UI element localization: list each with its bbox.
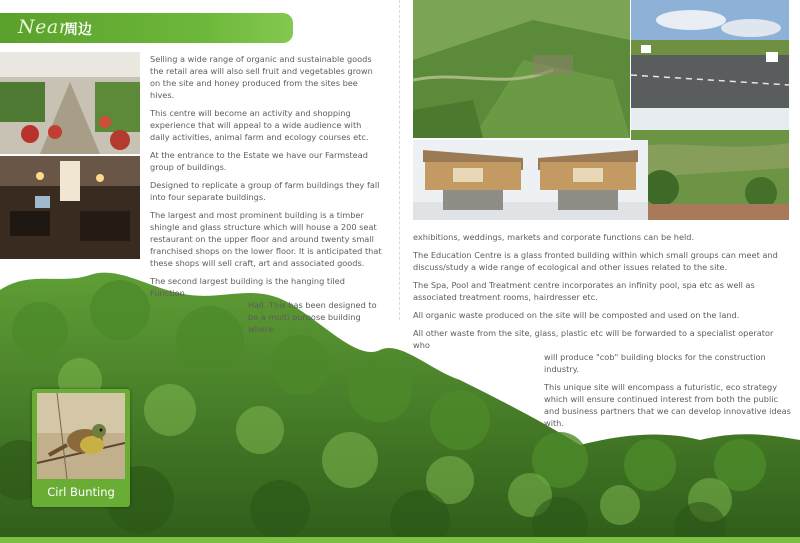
paragraph: exhibitions, weddings, markets and corporate functions can be held. bbox=[413, 232, 695, 242]
section-banner bbox=[0, 13, 293, 43]
paragraph: This centre will become an activity and shopping experience that will appeal to a wide audience with daily activities, animal farm and ecology courses etc. bbox=[150, 108, 369, 142]
paragraph: All other waste from the site, glass, plastic etc will be forwarded to a specialist operator who bbox=[413, 328, 774, 350]
paragraph: The Education Centre is a glass fronted building within which small groups can meet and discuss/study a wide range of ecological and other issues related to the site. bbox=[413, 250, 778, 272]
cirl-bunting-photo bbox=[37, 393, 125, 479]
banner-title-chinese: 周边 bbox=[64, 22, 92, 38]
paragraph: All organic waste produced on the site will be composted and used on the land. bbox=[413, 310, 740, 320]
paragraph: The largest and most prominent building is a timber shingle and glass structure which will house a 200 seat restaurant on the upper floor and around twenty small franchised shops on the lower floor. It is anticipated that these shops will sell craft, art and associated goods. bbox=[150, 210, 382, 268]
banner-title: Near bbox=[18, 16, 69, 38]
restaurant-interior-photo bbox=[0, 156, 140, 259]
bottom-accent-bar bbox=[0, 537, 800, 543]
paragraph-continued: will produce "cob" building blocks for the construction industry. bbox=[544, 352, 766, 374]
paragraph-continued: Hall. This has been designed to be a multi purpose building where bbox=[248, 300, 377, 334]
paragraph: This unique site will encompass a futuristic, eco strategy which will ensure continued interest from both the public and business partners that we can develop innovative ideas with. bbox=[544, 382, 791, 428]
bird-caption: Cirl Bunting bbox=[47, 485, 115, 499]
paragraph: Designed to replicate a group of farm buildings they fall into four separate buildings. bbox=[150, 180, 380, 202]
farm-shop-photo bbox=[0, 52, 140, 154]
paragraph: The Spa, Pool and Treatment centre incorporates an infinity pool, spa etc as well as associated treatment rooms, hairdresser etc. bbox=[413, 280, 755, 302]
bird-card bbox=[32, 389, 130, 507]
paragraph: The second largest building is the hanging tiled Function bbox=[150, 276, 345, 298]
aerial-landscape-photo bbox=[413, 0, 630, 138]
spread-divider bbox=[399, 0, 401, 320]
left-column-text bbox=[150, 53, 382, 335]
road-site-photo bbox=[631, 0, 789, 108]
right-column-text bbox=[413, 231, 791, 429]
farmstead-render-image bbox=[413, 140, 648, 220]
paragraph: At the entrance to the Estate we have our Farmstead group of buildings. bbox=[150, 150, 368, 172]
paragraph: Selling a wide range of organic and sustainable goods the retail area will also sell fruit and vegetables grown on the site and honey produced from the sites bee hives. bbox=[150, 54, 373, 100]
valley-landscape-photo bbox=[631, 108, 789, 220]
